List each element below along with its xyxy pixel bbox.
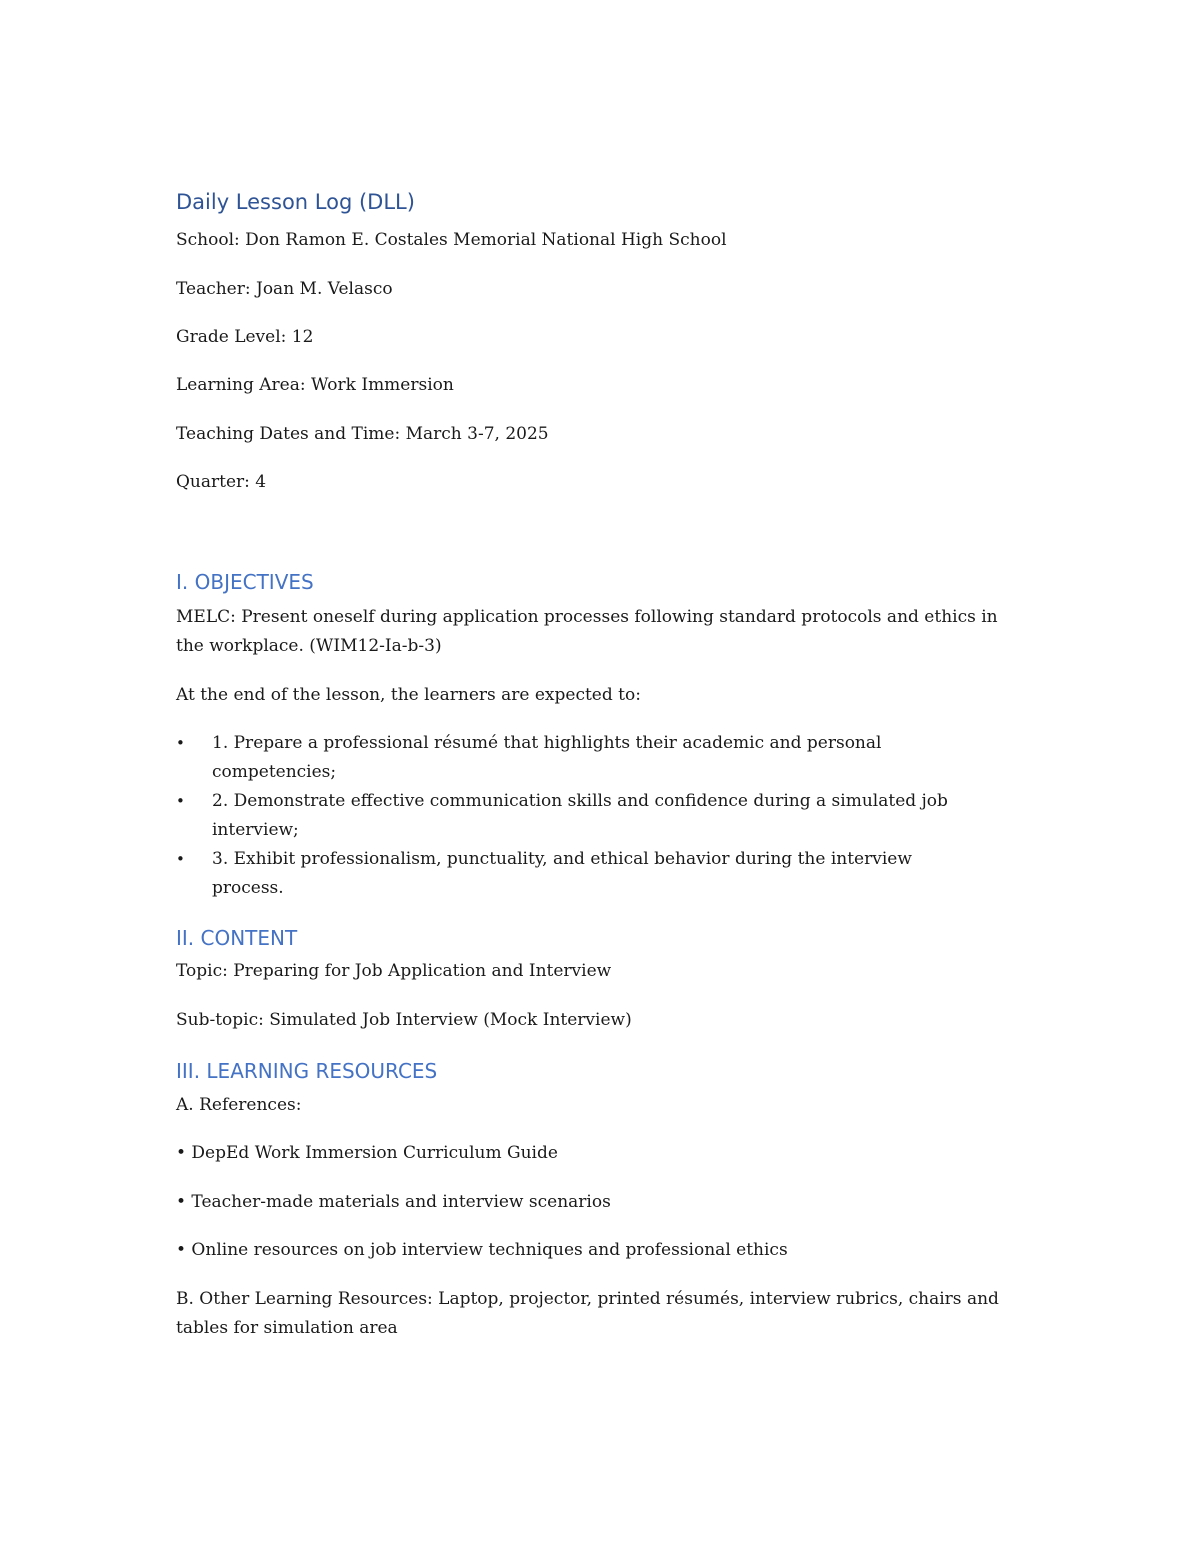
reference-item: • DepEd Work Immersion Curriculum Guide [176, 1143, 558, 1163]
objectives-heading: I. OBJECTIVES [176, 570, 314, 594]
bullet-icon: • [176, 792, 185, 810]
content-heading: II. CONTENT [176, 926, 298, 950]
objectives-intro: At the end of the lesson, the learners are expected to: [176, 685, 641, 705]
references-label: A. References: [176, 1095, 302, 1115]
list-item-text: 3. Exhibit professionalism, punctuality, and ethical behavior during the interview process. [212, 849, 912, 898]
document-title: Daily Lesson Log (DLL) [176, 190, 415, 214]
list-item [176, 729, 972, 787]
list-item-text: 1. Prepare a professional résumé that highlights their academic and personal competencies; [212, 733, 882, 782]
bullet-icon: • [176, 734, 185, 752]
bullet-icon: • [176, 850, 185, 868]
reference-item: • Teacher-made materials and interview scenarios [176, 1192, 611, 1212]
subtopic-line: Sub-topic: Simulated Job Interview (Mock Interview) [176, 1010, 632, 1030]
quarter-line: Quarter: 4 [176, 472, 267, 492]
objectives-list [176, 729, 1026, 903]
melc-paragraph: MELC: Present oneself during application processes following standard protocols and ethics in the workplace. (WIM12-Ia-b-3) [176, 607, 998, 656]
grade-level-line: Grade Level: 12 [176, 327, 314, 347]
list-item [176, 787, 972, 845]
reference-item: • Online resources on job interview techniques and professional ethics [176, 1240, 788, 1260]
list-item-text: 2. Demonstrate effective communication skills and confidence during a simulated job interview; [212, 791, 948, 840]
list-item [176, 845, 972, 903]
school-line: School: Don Ramon E. Costales Memorial National High School [176, 230, 727, 250]
topic-line: Topic: Preparing for Job Application and Interview [176, 961, 612, 981]
teacher-line: Teacher: Joan M. Velasco [176, 279, 393, 299]
teaching-dates-line: Teaching Dates and Time: March 3-7, 2025 [176, 424, 549, 444]
other-resources-paragraph: B. Other Learning Resources: Laptop, projector, printed résumés, interview rubrics, chairs and tables for simulation area [176, 1289, 999, 1338]
learning-resources-heading: III. LEARNING RESOURCES [176, 1059, 438, 1083]
learning-area-line: Learning Area: Work Immersion [176, 375, 454, 395]
